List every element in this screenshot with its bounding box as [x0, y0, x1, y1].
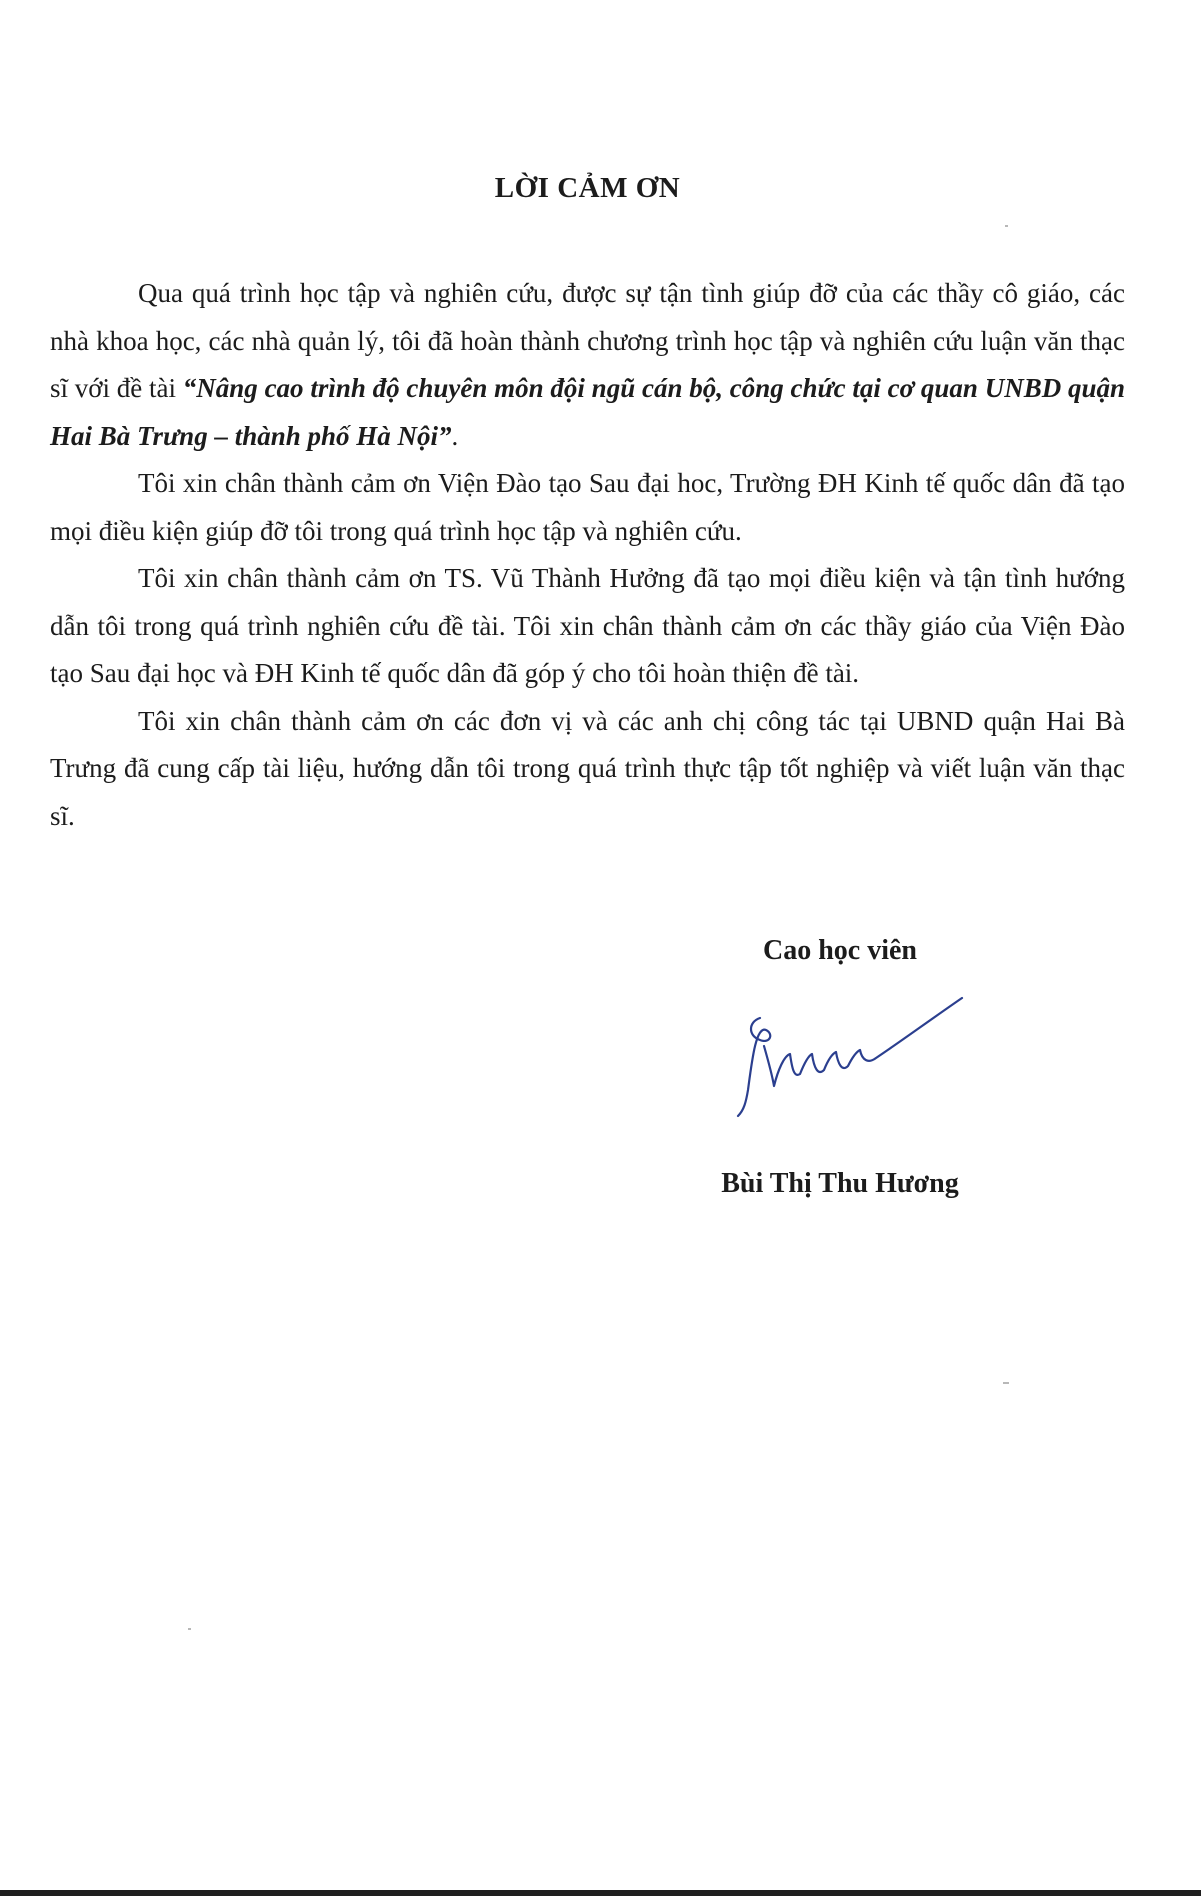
scan-speck	[1003, 1382, 1009, 1384]
scan-speck	[188, 1628, 191, 1630]
thesis-title: “Nâng cao trình độ chuyên môn đội ngũ cán bộ, công chức tại cơ quan UNBD quận Hai Bà Trưng – thành phố Hà Nội”	[50, 373, 1125, 451]
paragraph-2: Tôi xin chân thành cảm ơn Viện Đào tạo Sau đại hoc, Trường ĐH Kinh tế quốc dân đã tạo mọi điều kiện giúp đỡ tôi trong quá trình học tập và nghiên cứu.	[50, 468, 1125, 546]
signer-name: Bùi Thị Thu Hương	[721, 1168, 959, 1199]
scan-page-edge	[0, 1890, 1201, 1896]
paragraph-3: Tôi xin chân thành cảm ơn TS. Vũ Thành Hưởng đã tạo mọi điều kiện và tận tình hướng dẫn tôi trong quá trình nghiên cứu đề tài. Tôi xin chân thành cảm ơn các thầy giáo của Viện Đào tạo Sau đại học và ĐH Kinh tế quốc dân đã góp ý cho tôi hoàn thiện đề tài.	[50, 563, 1125, 688]
paragraph-1-end: .	[451, 420, 459, 451]
page-title: LỜI CẢM ƠN	[494, 172, 681, 204]
paragraph-1-text: Qua quá trình học tập và nghiên cứu, được sự tận tình giúp đỡ của các thầy cô giáo, các nhà khoa học, các nhà quản lý, tôi đã hoàn thành chương trình học tập và nghiên cứu luận văn thạc sĩ với đề tài	[50, 278, 1125, 403]
paragraph-1	[50, 270, 1125, 460]
closing-label: Cao học viên	[763, 935, 917, 966]
signature-loops	[764, 998, 962, 1086]
acknowledgement-body	[50, 270, 1125, 840]
paragraph-4: Tôi xin chân thành cảm ơn các đơn vị và các anh chị công tác tại UBND quận Hai Bà Trưng đã cung cấp tài liệu, hướng dẫn tôi trong quá trình thực tập tốt nghiệp và viết luận văn thạc sĩ.	[50, 705, 1125, 831]
scan-speck	[1005, 225, 1008, 227]
handwritten-signature	[730, 990, 970, 1120]
signature-stroke	[738, 1018, 770, 1116]
